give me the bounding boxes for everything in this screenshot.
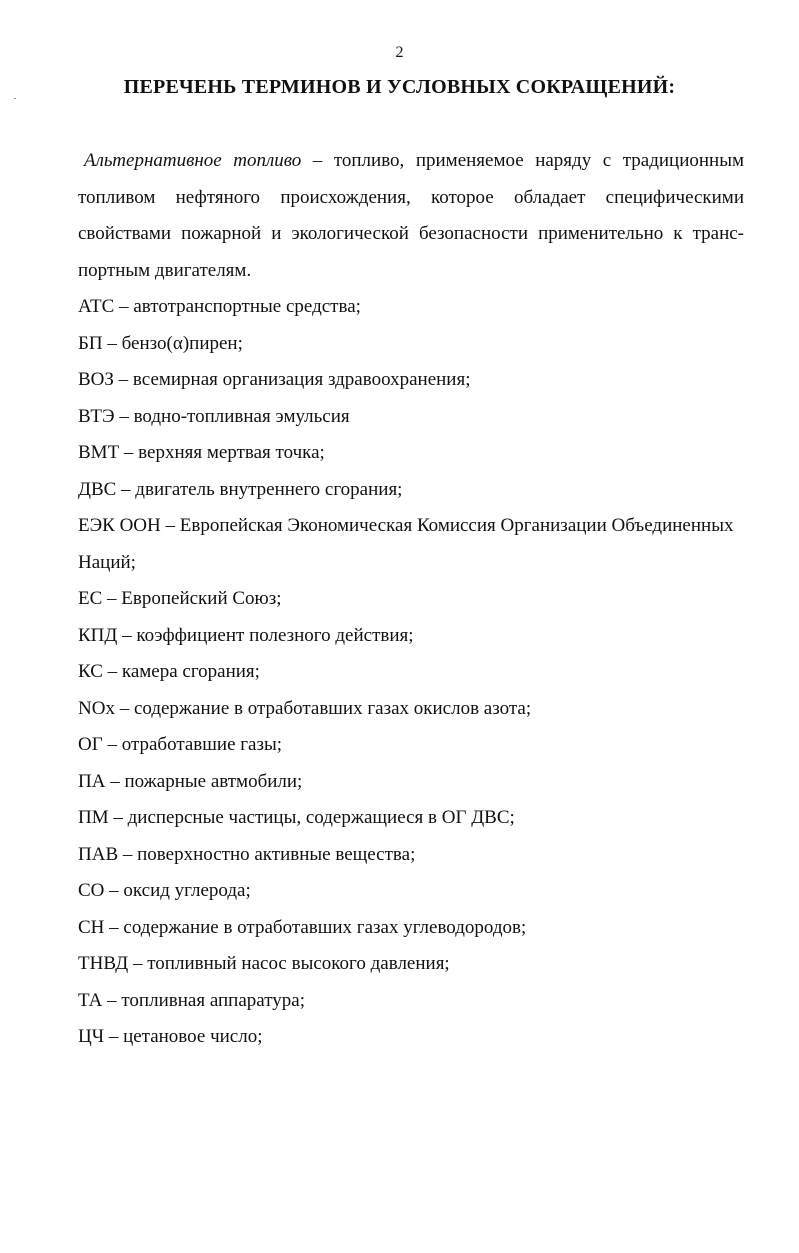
definition-term: Альтернативное топливо	[84, 150, 302, 171]
abbreviation-item: ПА – пожарные автмобили;	[78, 770, 303, 792]
scan-dot	[14, 98, 16, 99]
abbreviation-item: КПД – коэффициент полезного действия;	[78, 624, 414, 646]
abbreviation-item: ЦЧ – цетановое число;	[78, 1026, 263, 1047]
abbreviation-item: ТНВД – топливный насос высокого давления;	[78, 953, 450, 974]
abbreviation-item: АТС – автотранспортные средства;	[78, 296, 361, 317]
abbreviation-item: ПАВ – поверхностно активные вещества;	[78, 843, 416, 865]
page-number: 2	[395, 44, 404, 61]
document-body	[78, 143, 744, 1056]
definition-paragraph	[78, 143, 744, 289]
abbreviation-list	[78, 289, 744, 1056]
abbreviation-item: NOx – содержание в отработавших газах окислов азота;	[78, 697, 532, 719]
abbreviation-item: ТА – топливная аппаратура;	[78, 989, 305, 1011]
abbreviation-item: ПМ – дисперсные частицы, содержащиеся в ОГ ДВС;	[78, 807, 515, 828]
abbreviation-item: ВТЭ – водно-топливная эмульсия	[78, 405, 350, 427]
abbreviation-item: БП – бензо(α)пирен;	[78, 332, 243, 354]
abbreviation-item: СО – оксид углерода;	[78, 880, 251, 901]
abbreviation-item: ОГ – отработавшие газы;	[78, 734, 283, 755]
abbreviation-item: КС – камера сгорания;	[78, 661, 260, 682]
abbreviation-item: ВМТ – верхняя мертвая точка;	[78, 442, 325, 463]
page-title: ПЕРЕЧЕНЬ ТЕРМИНОВ И УСЛОВНЫХ СОКРАЩЕНИЙ:	[123, 76, 676, 98]
abbreviation-item: ЕЭК ООН – Европейская Экономическая Комиссия Организации Объединенных Наций;	[78, 515, 734, 573]
abbreviation-item: СН – содержание в отработавших газах углеводородов;	[78, 916, 527, 938]
abbreviation-item: ЕС – Европейский Союз;	[78, 588, 282, 609]
definition-text: – топливо, применяемое наряду с традиционным топливом нефтяного происхождения, которое обладает специфическими свойствами пожарной и экологической безопасности применительно к транспортным двигателям.	[78, 150, 744, 281]
abbreviation-item: ДВС – двигатель внутреннего сгорания;	[78, 478, 403, 500]
abbreviation-item: ВОЗ – всемирная организация здравоохранения;	[78, 369, 471, 390]
